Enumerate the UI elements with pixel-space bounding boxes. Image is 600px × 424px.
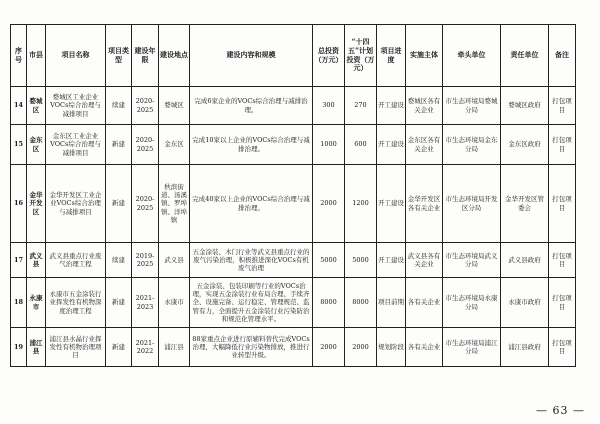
cell-content: 完成10家以上企业的VOCs综合治理与减排治理。 [190,125,313,165]
cell-entity: 各有关企业 [406,278,443,328]
cell-location: 浦江县 [159,328,190,367]
cell-content: 88家重点企业进行原辅料替代完成VOCs治理，大幅降低行业污染物排放，推进行业转型升级。 [190,328,313,367]
cell-name: 武义县重点行业废气治理工程 [46,243,106,278]
cell-content: 完成40家以上企业的VOCs综合治理与减排治理。 [190,165,313,243]
table-row [11,278,576,328]
cell-content: 完成6家企业的VOCs综合治理与减排治理。 [190,87,313,125]
cell-resp: 永康市政府 [501,278,549,328]
header-city: 市县 [27,25,46,87]
cell-type: 续建 [106,87,132,125]
cell-total: 5000 [313,243,345,278]
cell-city: 浦江县 [27,328,46,367]
cell-location: 金东区 [159,125,190,165]
cell-location: 婺城区 [159,87,190,125]
cell-years: 2020-2025 [132,87,159,125]
table-row [11,243,576,278]
cell-type: 新建 [106,165,132,243]
cell-total: 8000 [313,278,345,328]
header-entity: 实施主体 [406,25,443,87]
cell-remark: 打包项目 [549,328,576,367]
header-content: 建设内容和规模 [190,25,313,87]
cell-lead: 市生态环境局婺城分局 [443,87,501,125]
cell-remark: 打包项目 [549,243,576,278]
cell-seq: 17 [11,243,27,278]
cell-name: 婺城区工业企业VOCs综合治理与减排项目 [46,87,106,125]
cell-resp: 武义县政府 [501,243,549,278]
header-total: 总投资（万元） [313,25,345,87]
header-remark: 备注 [549,25,576,87]
cell-lead: 市生态环境局金东分局 [443,125,501,165]
page-number: — 63 — [536,404,585,417]
cell-progress: 开工建设 [377,125,406,165]
cell-years: 2019-2025 [132,243,159,278]
cell-city: 永康市 [27,278,46,328]
header-lead: 牵头单位 [443,25,501,87]
cell-resp: 婺城区政府 [501,87,549,125]
cell-total: 2000 [313,165,345,243]
table-row [11,87,576,125]
cell-city: 婺城区 [27,87,46,125]
cell-name: 金东区工业企业VOCs综合治理与减排项目 [46,125,106,165]
cell-location: 武义县 [159,243,190,278]
header-name: 项目名称 [46,25,106,87]
cell-location: 永康市 [159,278,190,328]
cell-resp: 金东区政府 [501,125,549,165]
cell-remark: 打包项目 [549,87,576,125]
header-years: 建设年限 [132,25,159,87]
cell-years: 2020-2025 [132,165,159,243]
cell-name: 金华开发区工业企业VOCs综合治理与减排项目 [46,165,106,243]
cell-progress: 开工建设 [377,165,406,243]
cell-plan: 8000 [345,278,377,328]
cell-plan: 1200 [345,165,377,243]
cell-remark: 打包项目 [549,165,576,243]
cell-city: 金华开发区 [27,165,46,243]
cell-years: 2021-2022 [132,328,159,367]
cell-city: 金东区 [27,125,46,165]
cell-seq: 19 [11,328,27,367]
cell-plan: 2000 [345,328,377,367]
table-row [11,328,576,367]
cell-content: 五金涂装、包装印刷等行业的VOCs治理，实现五金涂装行业布局合理、手续齐全、设施完备、运行稳定、管理规范、监管有力，全面提升五金涂装行业污染防治和规范化管理水平。 [190,278,313,328]
cell-city: 武义县 [27,243,46,278]
cell-progress: 项目前期 [377,278,406,328]
cell-type: 续建 [106,243,132,278]
cell-years: 2021-2023 [132,278,159,328]
cell-progress: 开工建设 [377,87,406,125]
cell-remark: 打包项目 [549,125,576,165]
cell-resp: 浦江县政府 [501,328,549,367]
cell-type: 新建 [106,278,132,328]
cell-plan: 270 [345,87,377,125]
cell-lead: 市生态环境局永康分局 [443,278,501,328]
table-row [11,165,576,243]
cell-entity: 金东区各有关企业 [406,125,443,165]
cell-plan: 5000 [345,243,377,278]
cell-progress: 规划阶段 [377,328,406,367]
cell-lead: 市生态环境局武义分局 [443,243,501,278]
cell-lead: 市生态环境局浦江分局 [443,328,501,367]
header-resp: 责任单位 [501,25,549,87]
cell-content: 五金涂装、木门行业等武义县重点行业的废气污染治理，积极推进深化VOCs有机废气治理 [190,243,313,278]
project-table [10,24,576,367]
cell-seq: 18 [11,278,27,328]
cell-total: 1000 [313,125,345,165]
header-plan: “十四五”计划投资（万元） [345,25,377,87]
cell-type: 新建 [106,125,132,165]
cell-remark: 打包项目 [549,278,576,328]
cell-plan: 600 [345,125,377,165]
cell-entity: 各有关企业 [406,328,443,367]
cell-entity: 武义县各有关企业 [406,243,443,278]
header-progress: 项目进度 [377,25,406,87]
header-type: 项目类型 [106,25,132,87]
table-header-row [11,25,576,87]
cell-resp: 金华开发区管委会 [501,165,549,243]
cell-lead: 市生态环境局开发区分局 [443,165,501,243]
cell-total: 2000 [313,328,345,367]
cell-entity: 金华开发区各有关企业 [406,165,443,243]
cell-entity: 婺城区各有关企业 [406,87,443,125]
cell-name: 永康市五金涂装行业挥发性有机物深度治理工程 [46,278,106,328]
cell-seq: 14 [11,87,27,125]
cell-location: 秋滨街道、汤溪镇、罗埠镇、洋埠镇 [159,165,190,243]
cell-name: 浦江县水晶行业挥发性有机物治理项目 [46,328,106,367]
cell-total: 300 [313,87,345,125]
cell-progress: 开工建设 [377,243,406,278]
cell-years: 2020-2025 [132,125,159,165]
header-location: 建设地点 [159,25,190,87]
table-row [11,125,576,165]
cell-seq: 15 [11,125,27,165]
cell-type: 新建 [106,328,132,367]
cell-seq: 16 [11,165,27,243]
header-seq: 序号 [11,25,27,87]
